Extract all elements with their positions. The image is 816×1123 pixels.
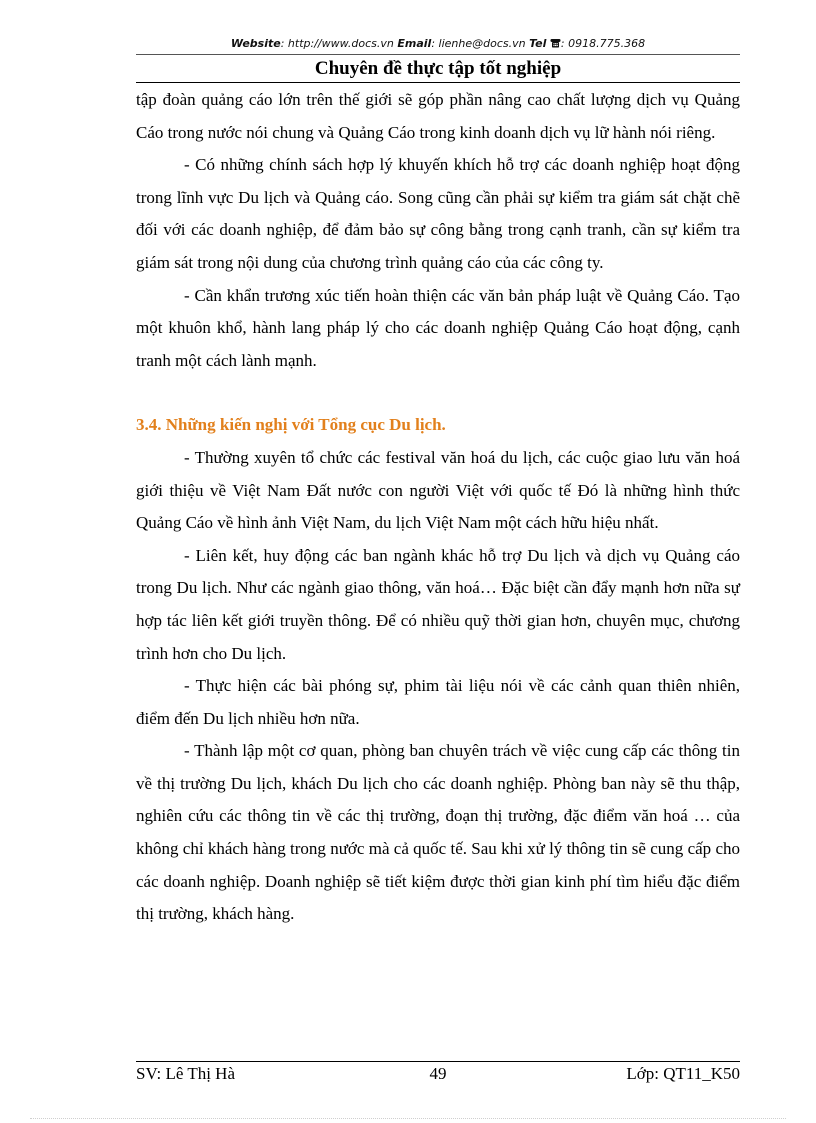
page-bottom-border — [30, 1118, 786, 1119]
footer-divider — [136, 1061, 740, 1062]
paragraph-policy-support: - Có những chính sách hợp lý khuyến khích hỗ trợ các doanh nghiệp hoạt động trong lĩnh vực Du lịch và Quảng cáo. Song cũng cần phải sự kiểm tra giám sát chặt chẽ đối với các doanh nghiệp, để đảm bảo sự công bằng trong cạnh tranh, cần sự kiểm tra giám sát trong nội dung của chương trình quảng cáo của các công ty. — [136, 155, 740, 272]
tel-label: Tel — [529, 37, 547, 50]
website-url: : http://www.docs.vn — [280, 37, 394, 50]
page-footer — [136, 1064, 740, 1088]
class-code: Lớp: QT11_K50 — [626, 1064, 740, 1083]
email-label: Email — [397, 37, 432, 50]
section-heading: 3.4. Những kiến nghị với Tổng cục Du lịch. — [136, 415, 446, 435]
tel-number: : 0918.775.368 — [560, 37, 646, 50]
paragraph-festivals: - Thường xuyên tổ chức các festival văn hoá du lịch, các cuộc giao lưu văn hoá giới thiệu về Việt Nam Đất nước con người Việt với quốc tế Đó là những hình thức Quảng Cáo về hình ảnh Việt Nam, du lịch Việt Nam một cách hữu hiệu nhất. — [136, 447, 740, 533]
paragraph-continuation: tập đoàn quảng cáo lớn trên thế giới sẽ góp phần nâng cao chất lượng dịch vụ Quảng Cáo trong nước nói chung và Quảng Cáo trong kinh doanh dịch vụ lữ hành nói riêng. — [136, 90, 740, 142]
document-body — [136, 84, 740, 931]
paragraph-market-info-office: - Thành lập một cơ quan, phòng ban chuyên trách về việc cung cấp các thông tin về thị trường Du lịch, khách Du lịch cho các doanh nghiệp. Phòng ban này sẽ thu thập, nghiên cứu các thông tin về các thị trường, đoạn thị trường, đặc điểm văn hoá … của không chỉ khách hàng trong nước mà cả quốc tế. Sau khi xử lý thông tin sẽ cung cấp cho các doanh nghiệp. Doanh nghiệp sẽ tiết kiệm được thời gian kinh phí tìm hiểu đặc điểm thị trường, khách hàng. — [136, 741, 740, 924]
phone-icon — [550, 38, 561, 51]
website-label: Website — [230, 37, 281, 50]
paragraph-legal-framework: - Cần khẩn trương xúc tiến hoàn thiện các văn bản pháp luật về Quảng Cáo. Tạo một khuôn khổ, hành lang pháp lý cho các doanh nghiệp Quảng Cáo hoạt động, cạnh tranh một cách lành mạnh. — [136, 285, 740, 370]
header-divider — [136, 54, 740, 55]
paragraph-cooperation: - Liên kết, huy động các ban ngành khác hỗ trợ Du lịch và dịch vụ Quảng cáo trong Du lịch. Như các ngành giao thông, văn hoá… Đặc biệt cần đẩy mạnh hơn nữa sự hợp tác liên kết giới truyền thông. Để có nhiều quỹ thời gian hơn, chuyên mục, chương trình hơn cho Du lịch. — [136, 545, 740, 663]
site-contact-bar — [136, 37, 740, 51]
document-title: Chuyên đề thực tập tốt nghiệp — [314, 58, 562, 79]
paragraph-documentaries: - Thực hiện các bài phóng sự, phim tài liệu nói về các cảnh quan thiên nhiên, điểm đến Du lịch nhiều hơn nữa. — [136, 676, 740, 728]
page-number: 49 — [429, 1064, 447, 1083]
student-name: SV: Lê Thị Hà — [136, 1064, 235, 1083]
title-divider — [136, 82, 740, 83]
email-address: : lienhe@docs.vn — [431, 37, 526, 50]
